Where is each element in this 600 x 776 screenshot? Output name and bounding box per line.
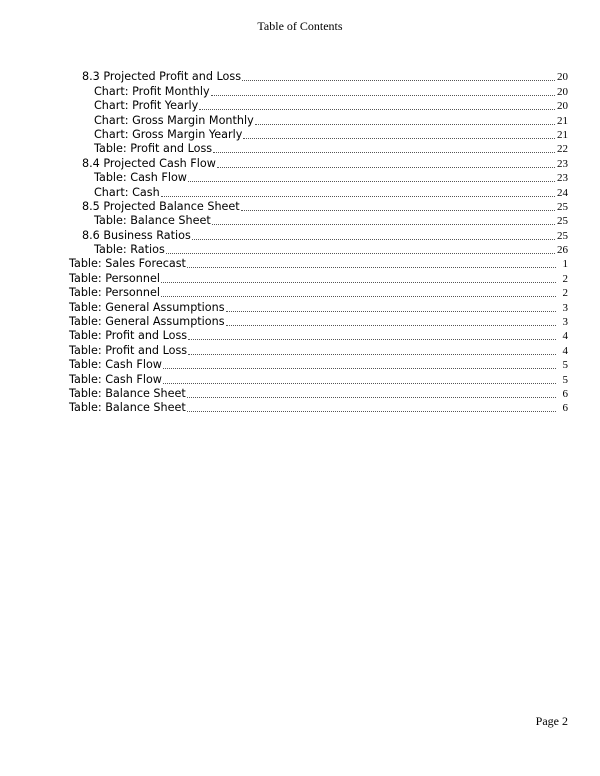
toc-dot-leader — [241, 210, 555, 211]
toc-entry[interactable] — [69, 271, 568, 285]
toc-entry-page: 21 — [557, 114, 568, 127]
toc-dot-leader — [188, 354, 556, 355]
toc-entry-label: 8.5 Projected Balance Sheet — [82, 199, 240, 213]
toc-entry-label: Table: Balance Sheet — [69, 386, 186, 400]
toc-entry-label: Table: Sales Forecast — [69, 257, 186, 271]
toc-dot-leader — [161, 282, 556, 283]
toc-entry-page: 4 — [562, 330, 568, 343]
toc-entry-label: Table: Profit and Loss — [69, 329, 188, 343]
toc-dot-leader — [243, 138, 555, 139]
toc-entry-label: Table: General Assumptions — [69, 300, 225, 314]
toc-dot-leader — [188, 181, 555, 182]
toc-entry-label: Chart: Profit Monthly — [94, 84, 210, 98]
toc-dot-leader — [187, 397, 556, 398]
toc-entry-page: 21 — [557, 128, 568, 141]
toc-dot-leader — [163, 368, 556, 369]
toc-dot-leader — [226, 311, 556, 312]
toc-entry-page: 2 — [562, 272, 568, 285]
toc-entry-label: Table: Personnel — [69, 286, 160, 300]
toc-entry[interactable] — [69, 84, 568, 98]
toc-entry[interactable] — [69, 372, 568, 386]
toc-entry-label: Chart: Gross Margin Yearly — [94, 127, 243, 141]
toc-entry-label: Table: Balance Sheet — [94, 214, 211, 228]
toc-dot-leader — [188, 339, 556, 340]
toc-dot-leader — [187, 267, 556, 268]
toc-entry-page: 6 — [562, 402, 568, 415]
table-of-contents — [69, 70, 568, 415]
toc-entry[interactable] — [69, 214, 568, 228]
toc-entry[interactable] — [69, 343, 568, 357]
toc-dot-leader — [166, 253, 555, 254]
toc-entry-page: 22 — [557, 143, 568, 156]
toc-dot-leader — [163, 383, 556, 384]
toc-entry-label: Chart: Gross Margin Monthly — [94, 113, 254, 127]
toc-entry[interactable] — [69, 171, 568, 185]
toc-entry-label: Table: General Assumptions — [69, 315, 225, 329]
toc-entry-label: Chart: Cash — [94, 185, 160, 199]
toc-entry-label: Table: Profit and Loss — [69, 343, 188, 357]
toc-entry[interactable] — [69, 358, 568, 372]
toc-entry-label: 8.6 Business Ratios — [82, 228, 191, 242]
toc-entry[interactable] — [69, 329, 568, 343]
toc-entry-label: Table: Cash Flow — [69, 372, 162, 386]
toc-entry-page: 3 — [562, 316, 568, 329]
toc-entry[interactable] — [69, 401, 568, 415]
toc-entry[interactable] — [69, 70, 568, 84]
toc-entry-label: Table: Balance Sheet — [69, 401, 186, 415]
toc-entry-page: 20 — [557, 85, 568, 98]
toc-dot-leader — [161, 296, 556, 297]
toc-entry-label: Table: Ratios — [94, 243, 165, 257]
toc-entry-label: Table: Cash Flow — [69, 358, 162, 372]
toc-entry[interactable] — [69, 185, 568, 199]
toc-dot-leader — [199, 109, 555, 110]
toc-dot-leader — [187, 411, 556, 412]
toc-entry-page: 6 — [562, 387, 568, 400]
toc-entry-page: 23 — [557, 157, 568, 170]
toc-entry-page: 5 — [562, 359, 568, 372]
toc-dot-leader — [217, 167, 555, 168]
toc-entry-label: Table: Personnel — [69, 271, 160, 285]
toc-entry[interactable] — [69, 113, 568, 127]
toc-entry-page: 20 — [557, 71, 568, 84]
toc-entry[interactable] — [69, 200, 568, 214]
toc-entry[interactable] — [69, 315, 568, 329]
toc-entry[interactable] — [69, 257, 568, 271]
toc-dot-leader — [255, 124, 555, 125]
toc-entry-label: Table: Cash Flow — [94, 171, 187, 185]
toc-entry[interactable] — [69, 142, 568, 156]
toc-entry[interactable] — [69, 156, 568, 170]
toc-entry-label: 8.3 Projected Profit and Loss — [82, 70, 242, 84]
toc-entry-page: 3 — [562, 301, 568, 314]
toc-dot-leader — [242, 80, 555, 81]
toc-entry-page: 20 — [557, 100, 568, 113]
toc-dot-leader — [212, 224, 555, 225]
page-number: Page 2 — [535, 714, 568, 728]
toc-entry-page: 24 — [557, 186, 568, 199]
toc-dot-leader — [213, 152, 555, 153]
toc-entry-page: 25 — [557, 200, 568, 213]
toc-entry-page: 25 — [557, 229, 568, 242]
toc-dot-leader — [226, 325, 556, 326]
toc-entry-page: 26 — [557, 244, 568, 257]
toc-entry-page: 5 — [562, 373, 568, 386]
toc-entry[interactable] — [69, 300, 568, 314]
toc-entry-label: Chart: Profit Yearly — [94, 99, 199, 113]
toc-dot-leader — [192, 239, 555, 240]
page-header-title: Table of Contents — [257, 19, 343, 33]
toc-dot-leader — [161, 196, 555, 197]
toc-entry-page: 4 — [562, 344, 568, 357]
toc-entry[interactable] — [69, 128, 568, 142]
toc-entry[interactable] — [69, 286, 568, 300]
toc-dot-leader — [211, 95, 555, 96]
toc-entry[interactable] — [69, 99, 568, 113]
toc-entry-label: Table: Profit and Loss — [94, 142, 213, 156]
toc-entry-page: 23 — [557, 172, 568, 185]
toc-entry-page: 1 — [562, 258, 568, 271]
toc-entry-page: 2 — [562, 287, 568, 300]
toc-entry[interactable] — [69, 387, 568, 401]
toc-entry[interactable] — [69, 243, 568, 257]
toc-entry-label: 8.4 Projected Cash Flow — [82, 156, 216, 170]
toc-entry[interactable] — [69, 228, 568, 242]
toc-entry-page: 25 — [557, 215, 568, 228]
